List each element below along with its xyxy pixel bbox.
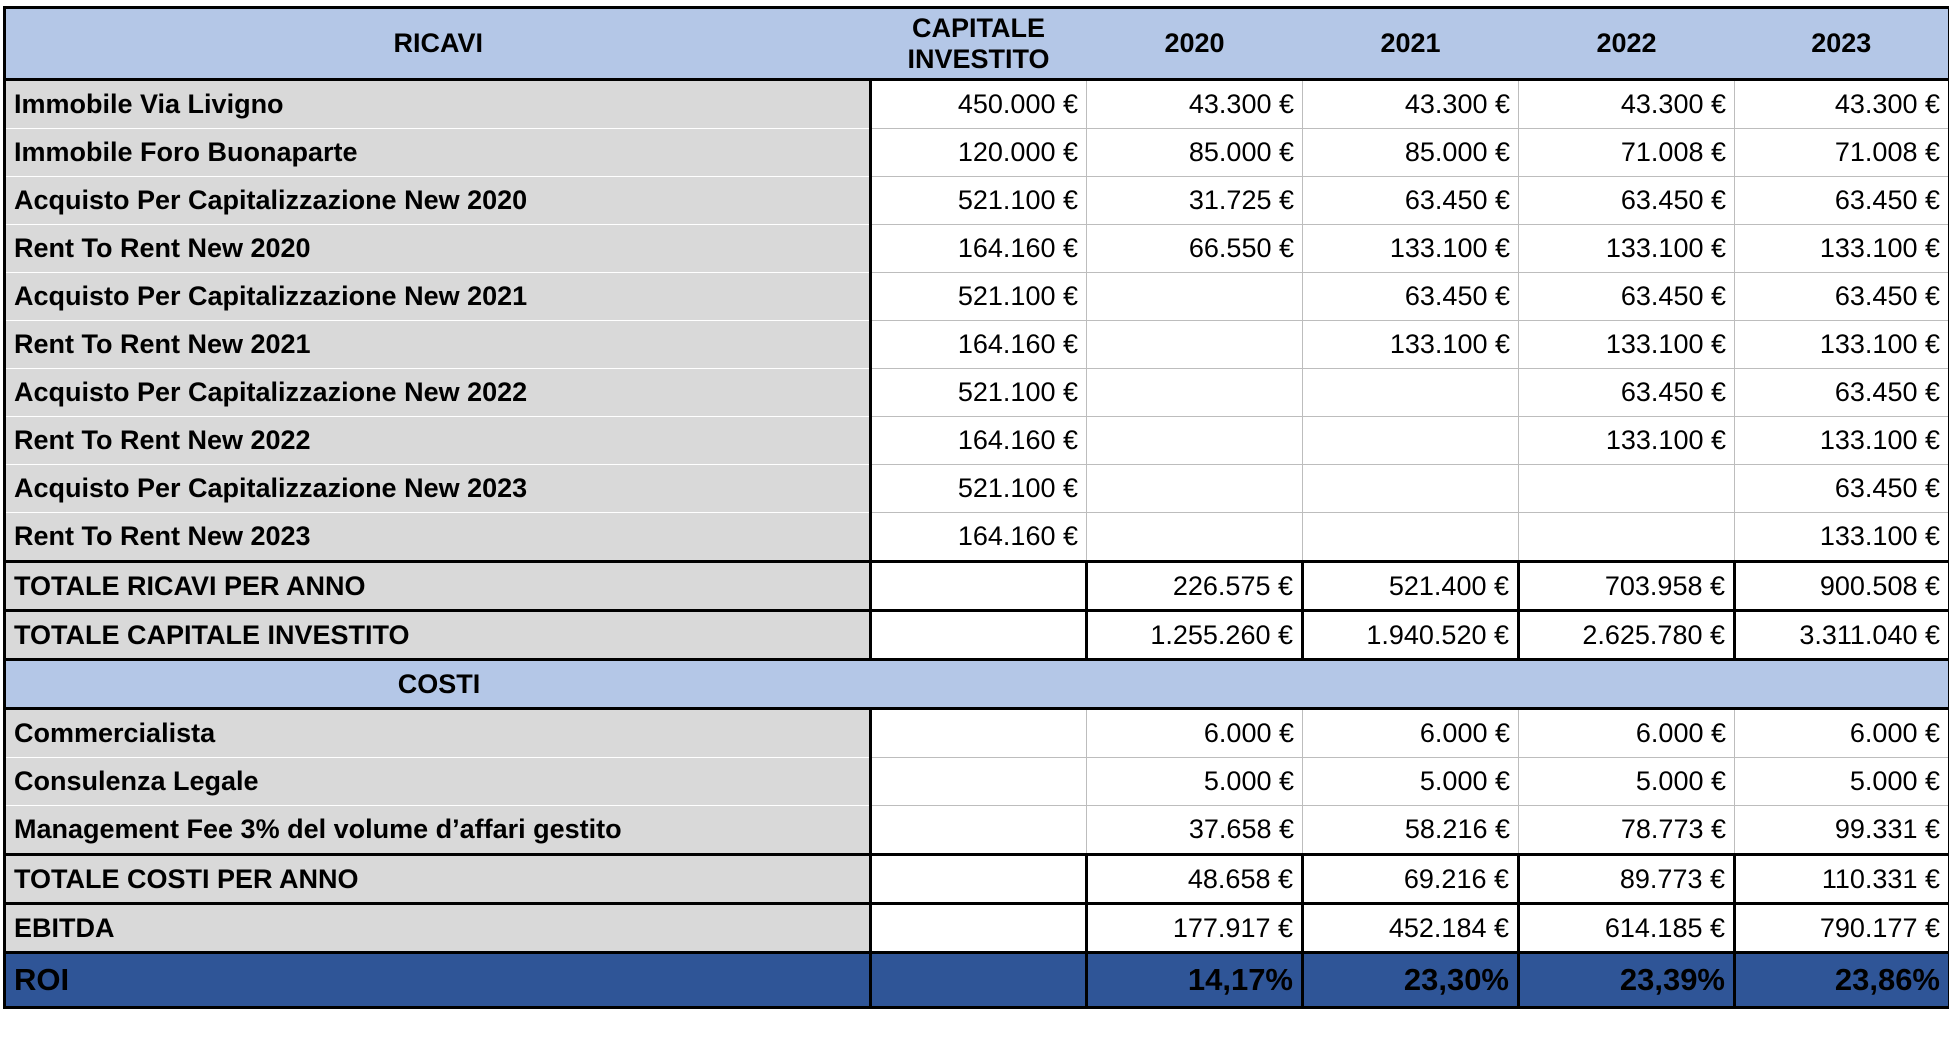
ebitda-row [5,904,1949,953]
costi-section-row [5,660,1949,709]
capitale-cell: 521.100 € [871,177,1087,225]
ricavi-row [5,465,1949,513]
value-cell-2020: 43.300 € [1087,80,1303,129]
value-cell-2023: 900.508 € [1735,562,1949,611]
totale-costi-row [5,855,1949,904]
value-cell-2020: 37.658 € [1087,806,1303,855]
capitale-cell: 120.000 € [871,129,1087,177]
value-cell-2022: 133.100 € [1519,225,1735,273]
value-cell-2021: 63.450 € [1303,177,1519,225]
capitale-cell [871,904,1087,953]
ricavi-row [5,417,1949,465]
value-cell-2023: 63.450 € [1735,465,1949,513]
value-cell-2022: 703.958 € [1519,562,1735,611]
row-label: Acquisto Per Capitalizzazione New 2022 [5,369,871,417]
value-cell-2022: 71.008 € [1519,129,1735,177]
header-year-2021: 2021 [1303,8,1519,80]
value-cell-2021 [1303,369,1519,417]
header-year-2023: 2023 [1735,8,1949,80]
value-cell-2020: 14,17% [1087,953,1303,1008]
value-cell-2022: 5.000 € [1519,758,1735,806]
row-label: ROI [5,953,871,1008]
value-cell-2020: 48.658 € [1087,855,1303,904]
row-label: Consulenza Legale [5,758,871,806]
row-label: Immobile Via Livigno [5,80,871,129]
value-cell-2021: 6.000 € [1303,709,1519,758]
ricavi-row [5,321,1949,369]
capitale-cell [871,758,1087,806]
value-cell-2023: 23,86% [1735,953,1949,1008]
header-year-2022: 2022 [1519,8,1735,80]
value-cell-2022: 6.000 € [1519,709,1735,758]
value-cell-2023: 3.311.040 € [1735,611,1949,660]
capitale-cell: 521.100 € [871,369,1087,417]
value-cell-2020 [1087,273,1303,321]
value-cell-2023: 110.331 € [1735,855,1949,904]
capitale-cell: 521.100 € [871,273,1087,321]
header-capitale-investito: CAPITALE INVESTITO [871,8,1087,80]
value-cell-2021: 133.100 € [1303,321,1519,369]
value-cell-2021: 23,30% [1303,953,1519,1008]
row-label: Rent To Rent New 2023 [5,513,871,562]
value-cell-2020: 6.000 € [1087,709,1303,758]
value-cell-2023: 5.000 € [1735,758,1949,806]
costi-title: COSTI [397,668,481,699]
value-cell-2021 [1303,465,1519,513]
value-cell-2023: 6.000 € [1735,709,1949,758]
value-cell-2021: 69.216 € [1303,855,1519,904]
row-label: Acquisto Per Capitalizzazione New 2023 [5,465,871,513]
capitale-cell: 521.100 € [871,465,1087,513]
value-cell-2020 [1087,465,1303,513]
row-label: Commercialista [5,709,871,758]
value-cell-2022: 43.300 € [1519,80,1735,129]
value-cell-2020: 1.255.260 € [1087,611,1303,660]
value-cell-2023: 133.100 € [1735,513,1949,562]
value-cell-2023: 63.450 € [1735,273,1949,321]
value-cell-2023: 133.100 € [1735,417,1949,465]
row-label: Immobile Foro Buonaparte [5,129,871,177]
value-cell-2023: 133.100 € [1735,321,1949,369]
value-cell-2023: 133.100 € [1735,225,1949,273]
totale-ricavi-row [5,562,1949,611]
value-cell-2022: 63.450 € [1519,369,1735,417]
value-cell-2021: 5.000 € [1303,758,1519,806]
value-cell-2022: 78.773 € [1519,806,1735,855]
row-label: TOTALE CAPITALE INVESTITO [5,611,871,660]
value-cell-2022: 2.625.780 € [1519,611,1735,660]
value-cell-2021: 43.300 € [1303,80,1519,129]
value-cell-2021: 521.400 € [1303,562,1519,611]
value-cell-2020: 226.575 € [1087,562,1303,611]
capitale-cell: 450.000 € [871,80,1087,129]
header-year-2020: 2020 [1087,8,1303,80]
capitale-cell: 164.160 € [871,417,1087,465]
costi-row [5,709,1949,758]
value-cell-2020 [1087,369,1303,417]
value-cell-2022: 23,39% [1519,953,1735,1008]
capitale-cell: 164.160 € [871,321,1087,369]
value-cell-2023: 63.450 € [1735,177,1949,225]
row-label: Rent To Rent New 2020 [5,225,871,273]
value-cell-2023: 63.450 € [1735,369,1949,417]
capitale-cell [871,562,1087,611]
row-label: TOTALE COSTI PER ANNO [5,855,871,904]
ricavi-row [5,129,1949,177]
value-cell-2023: 790.177 € [1735,904,1949,953]
ricavi-row [5,513,1949,562]
value-cell-2020 [1087,417,1303,465]
value-cell-2020 [1087,513,1303,562]
value-cell-2020: 5.000 € [1087,758,1303,806]
value-cell-2023: 71.008 € [1735,129,1949,177]
value-cell-2021 [1303,513,1519,562]
value-cell-2021: 63.450 € [1303,273,1519,321]
capitale-cell [871,855,1087,904]
row-label: Rent To Rent New 2022 [5,417,871,465]
value-cell-2022: 63.450 € [1519,177,1735,225]
value-cell-2022: 63.450 € [1519,273,1735,321]
roi-row [5,953,1949,1008]
row-label: EBITDA [5,904,871,953]
value-cell-2021: 452.184 € [1303,904,1519,953]
value-cell-2021: 133.100 € [1303,225,1519,273]
costi-section-cell [5,660,1949,709]
costi-row [5,758,1949,806]
costi-row [5,806,1949,855]
value-cell-2022 [1519,513,1735,562]
capitale-cell [871,611,1087,660]
value-cell-2020: 66.550 € [1087,225,1303,273]
value-cell-2020: 85.000 € [1087,129,1303,177]
ricavi-row [5,80,1949,129]
value-cell-2022: 133.100 € [1519,417,1735,465]
value-cell-2021: 1.940.520 € [1303,611,1519,660]
value-cell-2022: 133.100 € [1519,321,1735,369]
financial-table [3,6,1949,1009]
capitale-cell [871,709,1087,758]
value-cell-2023: 43.300 € [1735,80,1949,129]
value-cell-2022: 614.185 € [1519,904,1735,953]
table-body [5,8,1949,1008]
value-cell-2023: 99.331 € [1735,806,1949,855]
header-row [5,8,1949,80]
value-cell-2021 [1303,417,1519,465]
ricavi-row [5,225,1949,273]
ricavi-row [5,369,1949,417]
capitale-cell [871,953,1087,1008]
value-cell-2021: 58.216 € [1303,806,1519,855]
totale-capitale-row [5,611,1949,660]
value-cell-2022 [1519,465,1735,513]
row-label: Acquisto Per Capitalizzazione New 2021 [5,273,871,321]
capitale-cell: 164.160 € [871,513,1087,562]
header-ricavi: RICAVI [5,8,871,80]
row-label: Management Fee 3% del volume d’affari gestito [5,806,871,855]
capitale-cell [871,806,1087,855]
value-cell-2022: 89.773 € [1519,855,1735,904]
value-cell-2020 [1087,321,1303,369]
row-label: Rent To Rent New 2021 [5,321,871,369]
ricavi-row [5,273,1949,321]
value-cell-2020: 177.917 € [1087,904,1303,953]
capitale-cell: 164.160 € [871,225,1087,273]
value-cell-2020: 31.725 € [1087,177,1303,225]
row-label: Acquisto Per Capitalizzazione New 2020 [5,177,871,225]
row-label: TOTALE RICAVI PER ANNO [5,562,871,611]
ricavi-row [5,177,1949,225]
value-cell-2021: 85.000 € [1303,129,1519,177]
